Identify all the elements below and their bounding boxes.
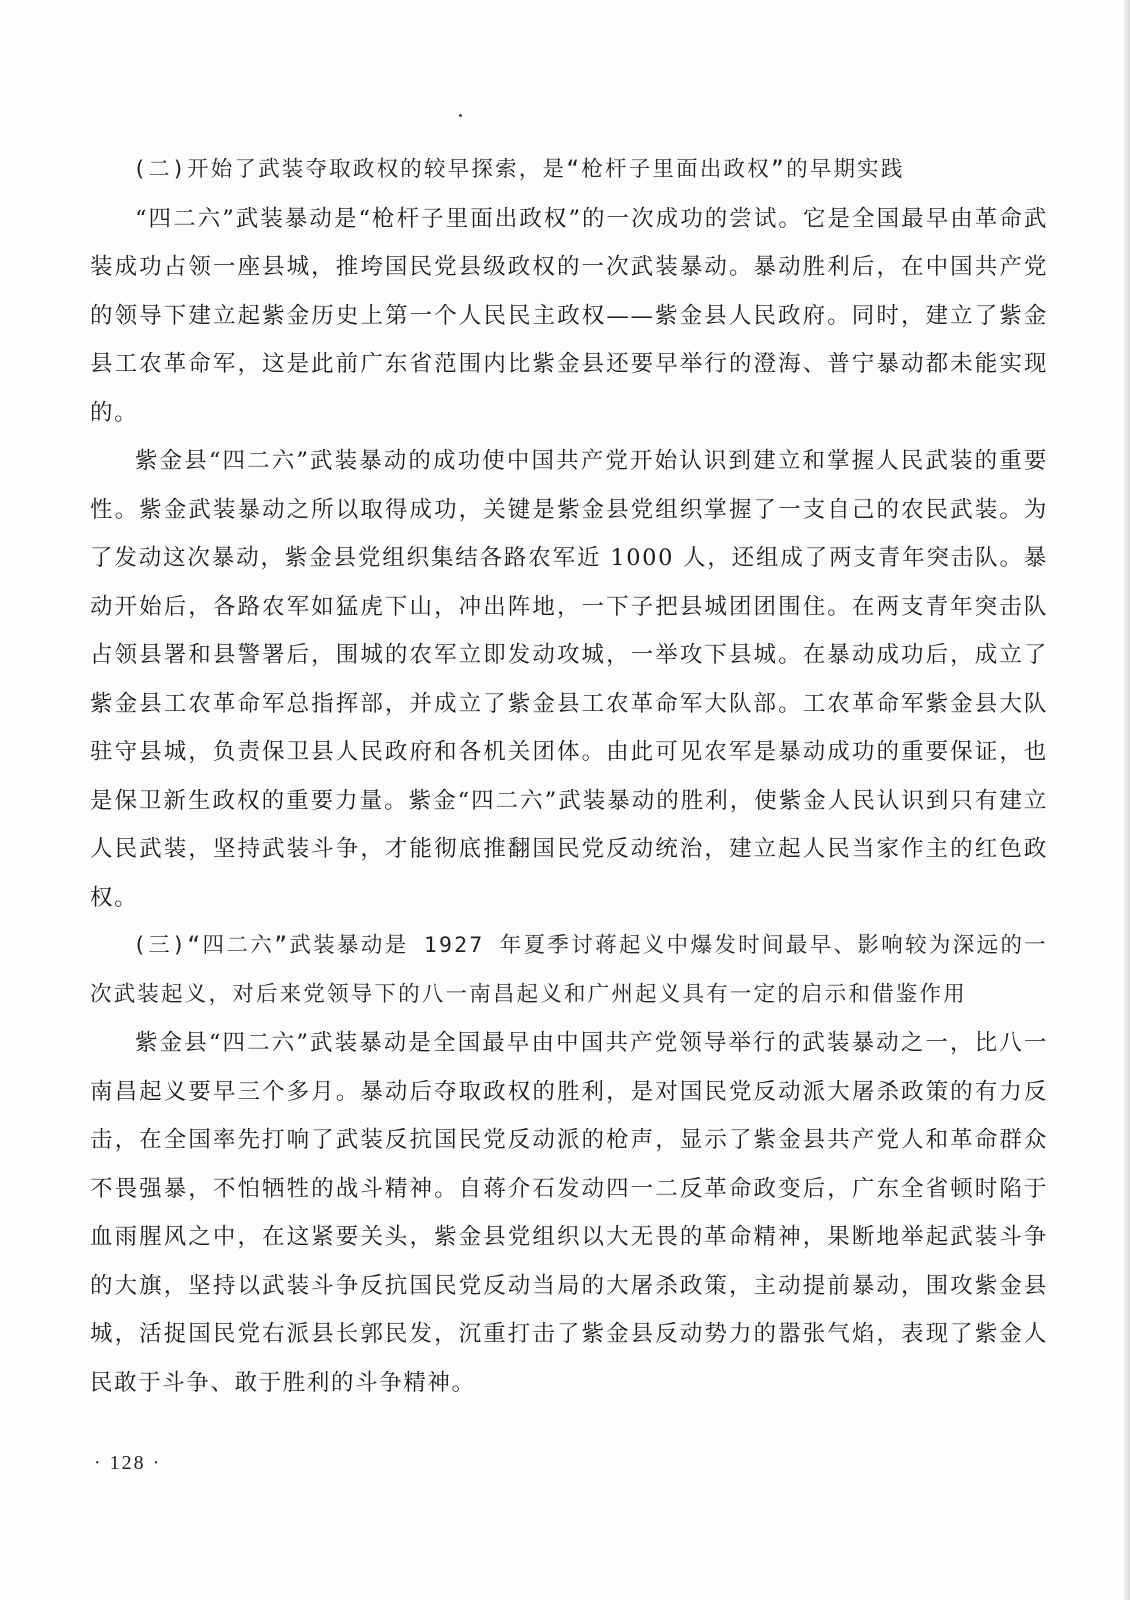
body-paragraph-1: “四二六”武装暴动是“枪杆子里面出政权”的一次成功的尝试。它是全国最早由革命武装成功占领一座县城，推垮国民党县级政权的一次武装暴动。暴动胜利后，在中国共产党的领导下建立起紫金历史上第一个人民民主政权——紫金县人民政府。同时，建立了紫金县工农革命军，这是此前广东省范围内比紫金县还要早举行的澄海、普宁暴动都未能实现的。 [90, 205, 1048, 426]
section-heading-3: (三)“四二六”武装暴动是 1927 年夏季讨蒋起义中爆发时间最早、影响较为深远的一次武装起义，对后来党领导下的八一南昌起义和广州起义具有一定的启示和借鉴作用 [90, 933, 1048, 1007]
page-number: · 128 · [94, 1452, 162, 1474]
section-heading-2: (二)开始了武装夺取政权的较早探索，是“枪杆子里面出政权”的早期实践 [133, 157, 905, 182]
page-edge-shadow [1124, 0, 1130, 1600]
body-paragraph-3: 紫金县“四二六”武装暴动是全国最早由中国共产党领导举行的武装暴动之一，比八一南昌起义要早三个多月。暴动后夺取政权的胜利，是对国民党反动派大屠杀政策的有力反击，在全国率先打响了武装反抗国民党反动派的枪声，显示了紫金县共产党人和革命群众不畏强暴，不怕牺牲的战斗精神。自蒋介石发动四一二反革命政变后，广东全省顿时陷于血雨腥风之中，在这紧要关头，紫金县党组织以大无畏的革命精神，果断地举起武装斗争的大旗，坚持以武装斗争反抗国民党反动当局的大屠杀政策，主动提前暴动，围攻紫金县城，活捉国民党右派县长郭民发，沉重打击了紫金县反动势力的嚣张气焰，表现了紫金人民敢于斗争、敢于胜利的斗争精神。 [90, 1030, 1048, 1396]
page-body [90, 146, 1048, 1407]
body-paragraph-2: 紫金县“四二六”武装暴动的成功使中国共产党开始认识到建立和掌握人民武装的重要性。紫金武装暴动之所以取得成功，关键是紫金县党组织掌握了一支自己的农民武装。为了发动这次暴动，紫金县党组织集结各路农军近 1000 人，还组成了两支青年突击队。暴动开始后，各路农军如猛虎下山，冲出阵地，一下子把县城团团围住。在两支青年突击队占领县署和县警署后，围城的农军立即发动攻城，一举攻下县城。在暴动成功后，成立了紫金县工农革命军总指挥部，并成立了紫金县工农革命军大队部。工农革命军紫金县大队驻守县城，负责保卫县人民政府和各机关团体。由此可见农军是暴动成功的重要保证，也是保卫新生政权的重要力量。紫金“四二六”武装暴动的胜利，使紫金人民认识到只有建立人民武装，坚持武装斗争，才能彻底推翻国民党反动统治，建立起人民当家作主的红色政权。 [90, 448, 1048, 911]
scan-speck [459, 114, 462, 117]
